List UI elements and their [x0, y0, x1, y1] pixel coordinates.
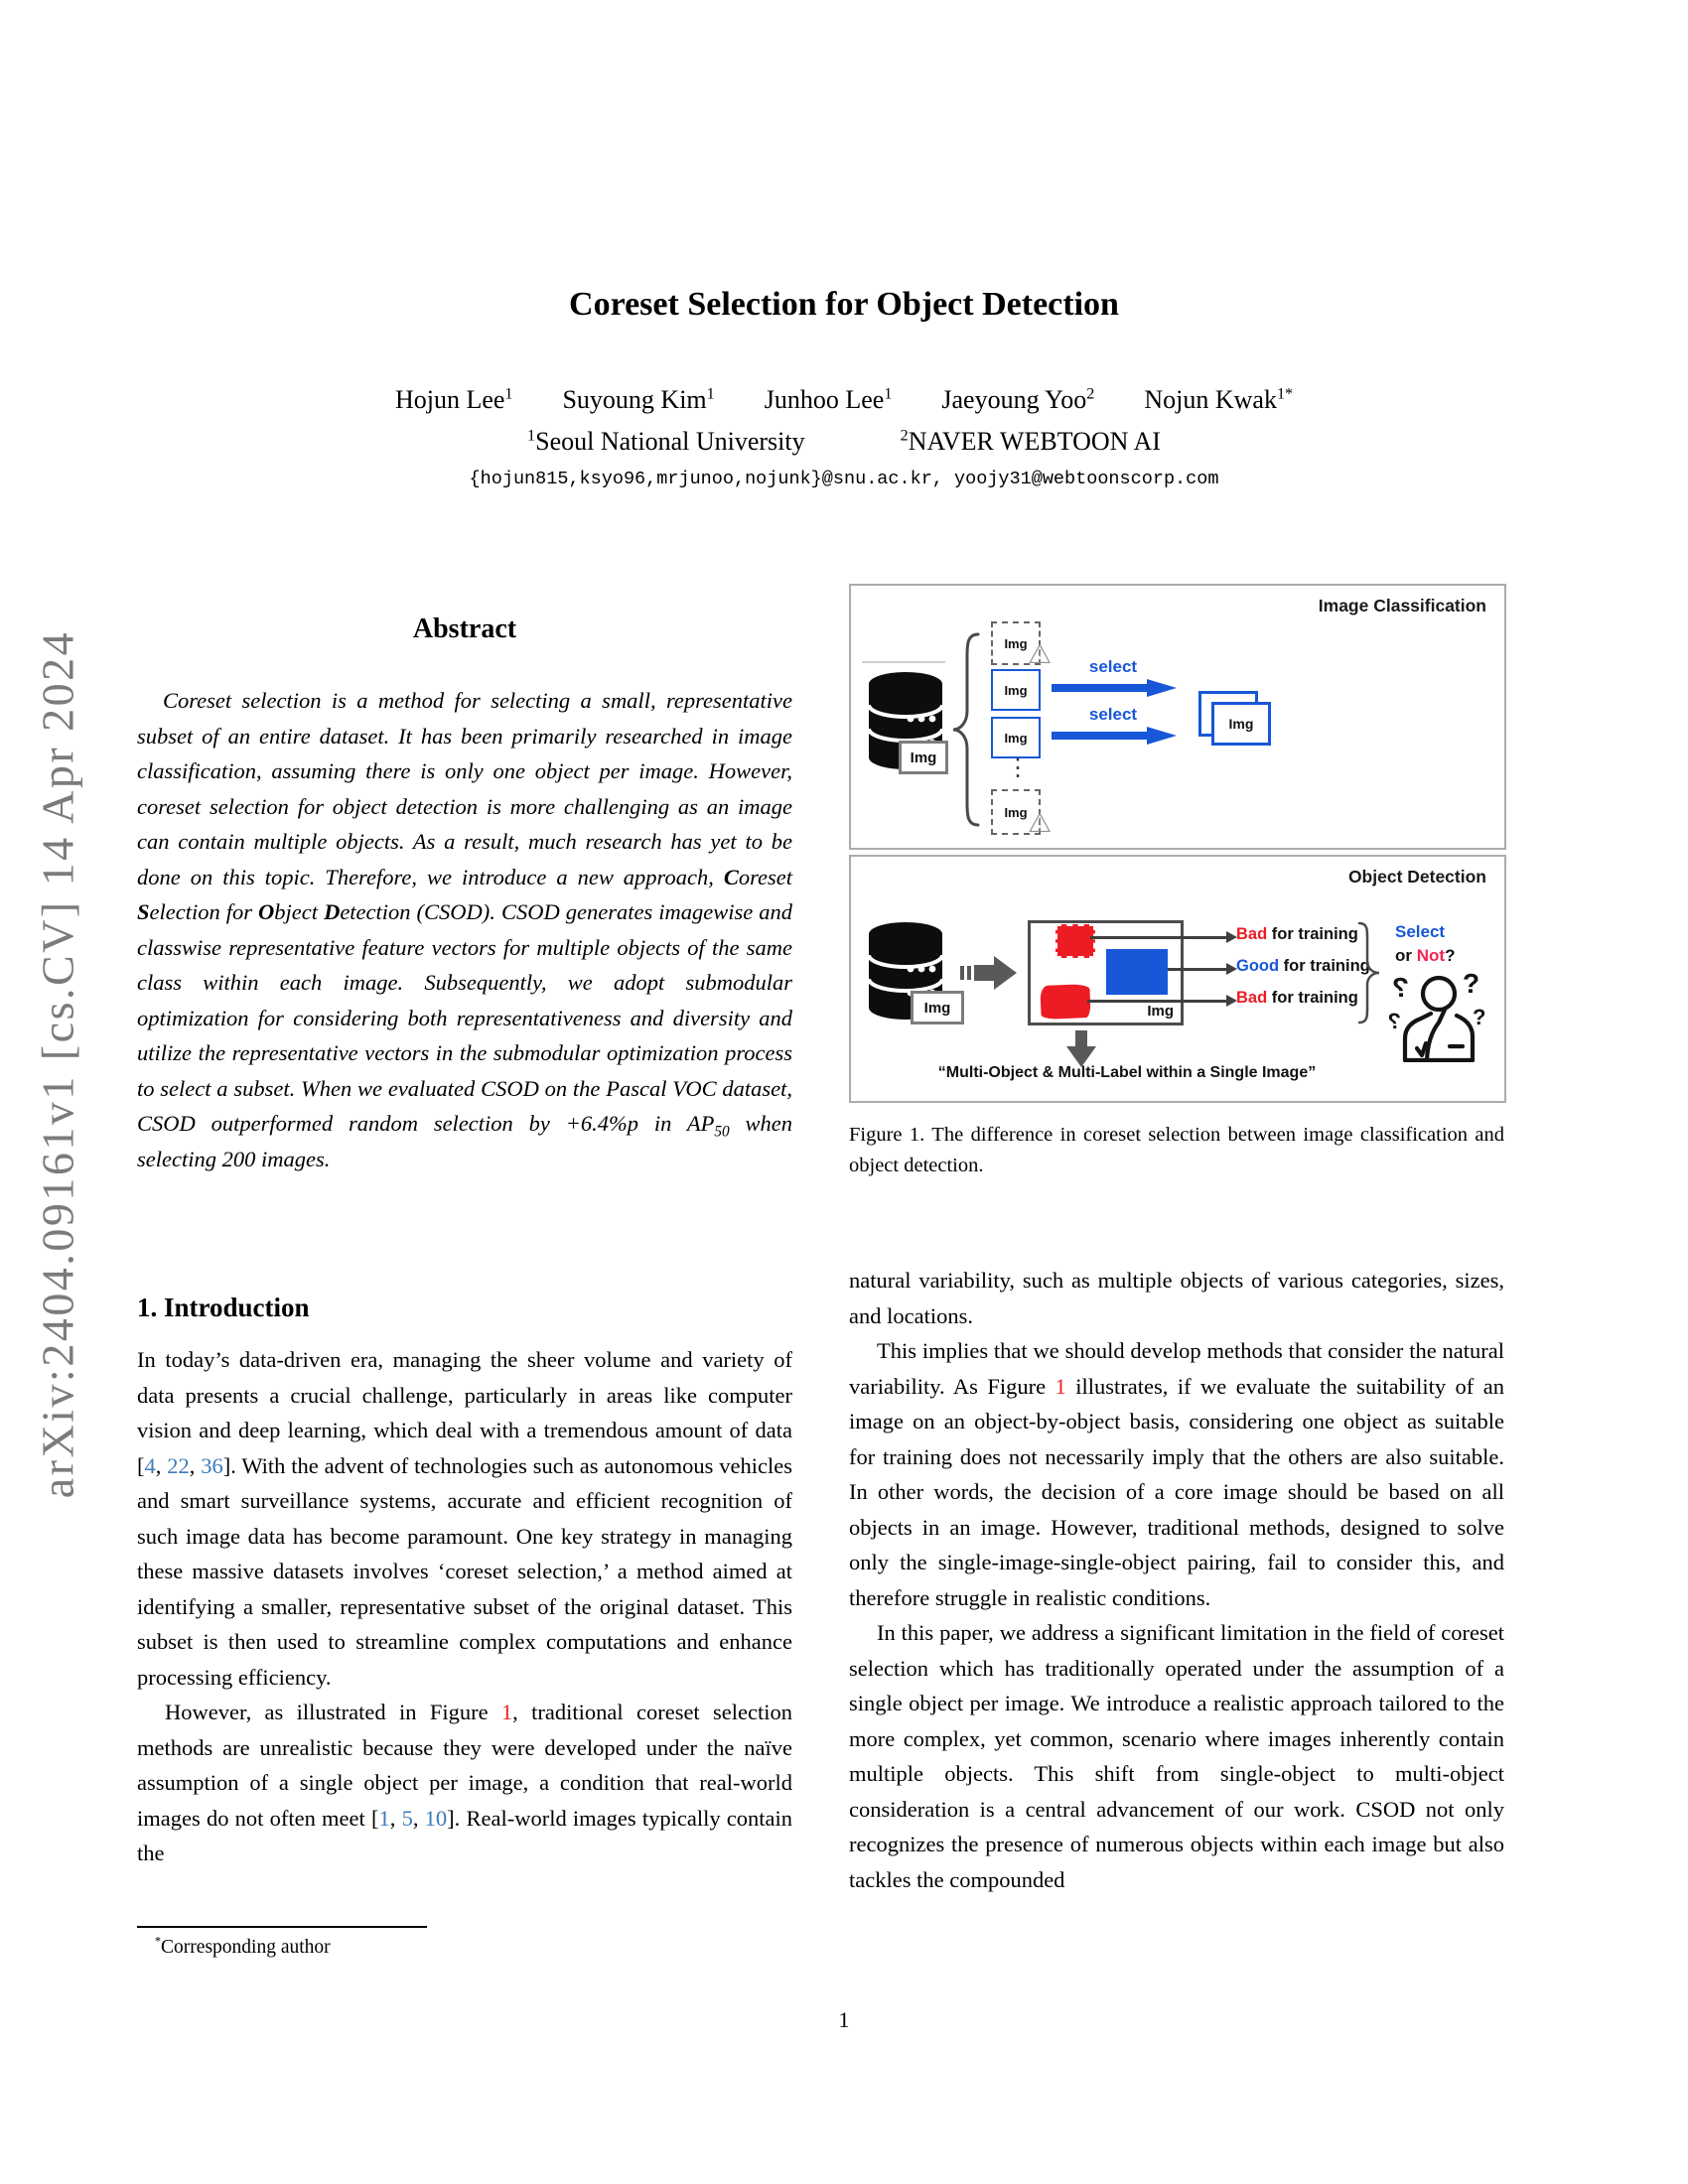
figure-1-caption: Figure 1. The difference in coreset selection between image classification and object detection. [849, 1124, 1504, 1176]
annotation-arrow [1087, 1000, 1227, 1003]
svg-text:?: ? [1391, 972, 1409, 1003]
figure-ref-link[interactable]: 1 [1055, 1373, 1066, 1399]
authors-line: Hojun Lee$^1$ Suyoung Kim$^1$ Junhoo Lee$^1$ Jaeyoung Yoo$^2$ Nojun Kwak$^{1*}$ [394, 385, 1294, 414]
paragraph: However, as illustrated in Figure 1, traditional coreset selection methods are unrealistic because they were developed under the naïve assumption of a single object per image, a condition that real-world images do not often meet [1, 5, 10]. Real-world images typically contain the [137, 1700, 793, 1865]
citation-link[interactable]: 22 [167, 1452, 190, 1478]
panel-title-image-classification: Image Classification [1318, 596, 1486, 615]
footnote-corresponding-author [137, 1926, 792, 1959]
annotation-label-bad: Bad for training [1236, 989, 1358, 1007]
citation-link[interactable]: 4 [144, 1452, 156, 1478]
select-or-not-line1: Select [1395, 922, 1446, 941]
select-arrow-icon [1052, 727, 1177, 745]
object-box-red-dashed [1055, 924, 1095, 958]
citation-link[interactable]: 36 [201, 1452, 223, 1478]
section-heading-introduction: 1. Introduction [137, 1293, 310, 1322]
page-number: 1 [838, 2007, 850, 2032]
shelf-line [862, 661, 945, 663]
annotation-arrow [1168, 968, 1227, 971]
citation-link[interactable]: 10 [424, 1805, 448, 1831]
object-box-red-irregular [1040, 984, 1090, 1020]
image-item-box-selected: Img [991, 717, 1041, 758]
figure-1 [849, 584, 1506, 1101]
image-item-box-dashed: Img [991, 621, 1041, 665]
affiliations-line: $^1$Seoul National University $^2$NAVER WEBTOON AI [527, 427, 1161, 456]
right-brace-icon [1357, 921, 1383, 1024]
down-arrow-icon [1065, 1030, 1097, 1068]
footnote-text: *Corresponding author [155, 1934, 331, 1958]
warning-icon: ⚠ [1028, 639, 1053, 669]
footnote-rule [137, 1926, 427, 1928]
emails-line: {hojun815,ksyo96,mrjunoo,nojunk}@snu.ac.kr, yoojy31@webtoonscorp.com [469, 469, 1219, 489]
paragraph: This implies that we should develop methods that consider the natural variability. As Figure 1 illustrates, if we evaluate the suitability of an image on an object-by-object basis, considering one object as suitable for training does not necessarily imply that the others are also suitable. In other words, the decision of a core image should be based on all objects in an image. However, traditional methods, designed to solve only the single-image-single-object pairing, fail to consider this, and therefore struggle in realistic conditions. [849, 1338, 1504, 1610]
select-or-not-label [1395, 920, 1455, 968]
image-label: Img [1147, 1003, 1174, 1020]
annotation-label-good: Good for training [1236, 957, 1370, 975]
database-img-label: Img [899, 741, 948, 774]
warning-icon: ⚠ [1028, 808, 1053, 838]
object-box-blue [1106, 949, 1168, 995]
paragraph: In today’s data-driven era, managing the sheer volume and variety of data presents a crucial challenge, particularly in areas like computer vision and deep learning, which deal with a tremendous amount of data [4, 22, 36]. With the advent of technologies such as autonomous vehicles and smart surveillance systems, accurate and efficient recognition of such image data has become paramount. One key strategy in managing these massive datasets involves ‘coreset selection,’ a method aimed at identifying a smaller, representative subset of the original dataset. This subset is then used to streamline complex computations and enhance processing efficiency. [137, 1347, 792, 1690]
page-title: Coreset Selection for Object Detection [569, 286, 1119, 323]
database-img-label: Img [911, 991, 964, 1024]
svg-text:?: ? [1463, 968, 1480, 999]
select-arrow-icon [1052, 679, 1177, 697]
introduction-body [137, 1342, 792, 1871]
panel-title-object-detection: Object Detection [1347, 867, 1486, 887]
paragraph: In this paper, we address a significant limitation in the field of coreset selection which has traditionally operated under the assumption of a single object per image. We introduce a realistic approach tailored to the more complex, yet common, scenario where images inherently contain multiple objects. This shift from single-object to multi-object consideration is a central advancement of our work. CSOD not only recognizes the presence of numerous objects within each image but also tackles the compounded [849, 1620, 1504, 1892]
vertical-ellipsis: ⋮ [1006, 754, 1030, 781]
figure-ref-link[interactable]: 1 [500, 1700, 513, 1724]
citation-link[interactable]: 5 [401, 1805, 413, 1831]
select-label: select [1088, 657, 1138, 676]
image-item-box-dashed: Img [991, 789, 1041, 835]
image-item-box-selected: Img [991, 669, 1041, 711]
abstract-heading: Abstract [412, 614, 517, 644]
thinking-person-icon [1387, 967, 1486, 1062]
abstract-body: Coreset selection is a method for selecting a small, representative subset of an entire dataset. It has been primarily researched in image classification, assuming there is only one object per image. However, coreset selection for object detection is more challenging as an image can contain multiple objects. As a result, much research has yet to be done on this topic. Therefore, we introduce a new approach, Coreset Selection for Object Detection (CSOD). CSOD generates imagewise and classwise representative feature vectors for multiple objects of the same class within each image. Subsequently, we adopt submodular optimization for considering both representativeness and diversity and utilize the representative vectors in the submodular optimization process to select a subset. When we evaluated CSOD on the Pascal VOC dataset, CSOD outperformed random selection by +6.4%p in $AP_{50}$ when selecting 200 images. [137, 688, 792, 1171]
select-label: select [1088, 705, 1138, 724]
left-brace-icon [948, 631, 982, 828]
svg-text:?: ? [1387, 1009, 1401, 1033]
figure-quote: “Multi-Object & Multi-Label within a Single Image” [937, 1064, 1317, 1081]
arxiv-banner: arXiv:2404.09161v1 [cs.CV] 14 Apr 2024 [32, 629, 83, 1499]
svg-text:?: ? [1473, 1005, 1486, 1029]
right-arrow-icon [960, 953, 1018, 993]
select-or-not-line2: or Not? [1395, 946, 1456, 965]
annotation-label-bad: Bad for training [1236, 925, 1358, 943]
paragraph: natural variability, such as multiple objects of various categories, sizes, and locations. [849, 1268, 1504, 1328]
citation-link[interactable]: 1 [378, 1805, 390, 1831]
annotation-arrow [1090, 936, 1227, 939]
right-column-body [849, 1263, 1504, 1897]
selected-images-stack-front: Img [1211, 702, 1271, 746]
